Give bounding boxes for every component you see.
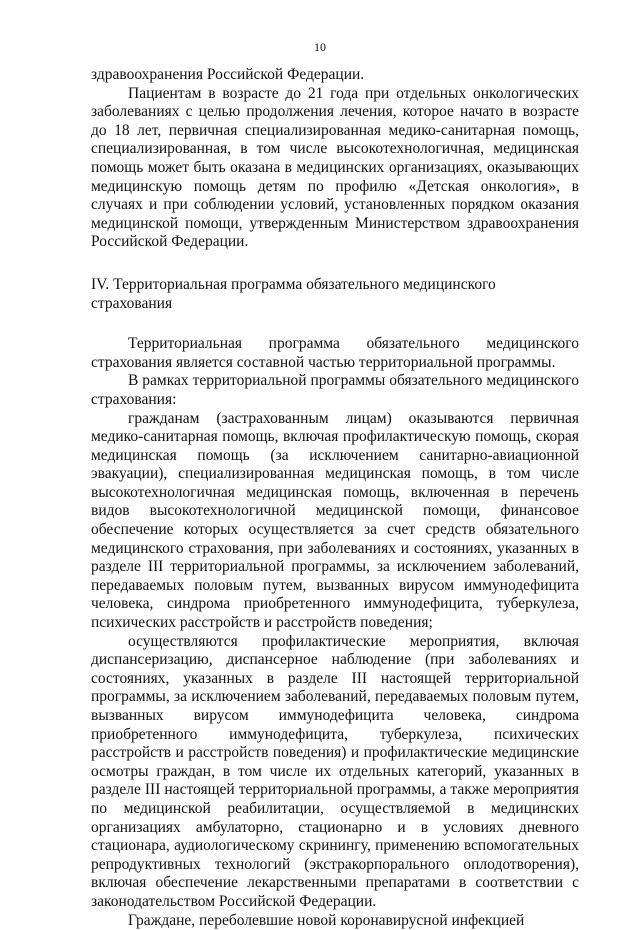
page-number: 10 bbox=[314, 40, 326, 54]
paragraph-covid: Граждане, переболевшие новой коронавирусной инфекцией bbox=[128, 911, 525, 929]
paragraph-citizens: гражданам (застрахованным лицам) оказываются первичная медико-санитарная помощь, включая профилактическую помощь, скорая медицинская помощь (за исключением санитарно-авиационной эвакуации), специализированная медицинская помощь, в том числе высокотехнологичная медицинская помощь, включенная в перечень видов высокотехнологичной медицинской помощи, финансовое обеспечение которых осуществляется за счет средств обязательного медицинского страхования, при заболеваниях и состояниях, указанных в разделе III территориальной программы, за исключением заболеваний, передаваемых половым путем, вызванных вирусом иммунодефицита человека, синдрома приобретенного иммунодефицита, туберкулеза, психических расстройств и расстройств поведения; bbox=[91, 409, 579, 632]
section-heading: IV. Территориальная программа обязательного медицинского страхования bbox=[91, 275, 496, 312]
document-body bbox=[91, 66, 579, 930]
paragraph-oncology: Пациентам в возрасте до 21 года при отдельных онкологических заболеваниях с целью продолжения лечения, которое начато в возрасте до 18 лет, первичная специализированная медико-санитарная помощь, специализированная, в том числе высокотехнологичная, медицинская помощь может быть оказана в медицинских организациях, оказывающих медицинскую помощь детям по профилю «Детская онкология», в случаях и при соблюдении условий, установленных порядком оказания медицинской помощи, утвержденным Министерством здравоохранения Российской Федерации. bbox=[91, 84, 579, 251]
paragraph-program-part: Территориальная программа обязательного медицинского страхования является составной частью территориальной программы. bbox=[91, 335, 579, 371]
paragraph-preventive: осуществляются профилактические мероприятия, включая диспансеризацию, диспансерное наблюдение (при заболеваниях и состояниях, указанных в разделе III настоящей территориальной программы, за исключением заболеваний, передаваемых половым путем, вызванных вирусом иммунодефицита человека, синдрома приобретенного иммунодефицита, туберкулеза, психических расстройств и расстройств поведения) и профилактические медицинские осмотры граждан, в том числе их отдельных категорий, указанных в разделе III настоящей территориальной программы, а также мероприятия по медицинской реабилитации, осуществляемой в медицинских организациях амбулаторно, стационарно и в условиях дневного стационара, аудиологическому скринингу, применению вспомогательных репродуктивных технологий (экстракорпорального оплодотворения), включая обеспечение лекарственными препаратами в соответствии с законодательством Российской Федерации. bbox=[91, 632, 579, 910]
paragraph-within-program: В рамках территориальной программы обязательного медицинского страхования: bbox=[91, 372, 579, 408]
paragraph-continuation: здравоохранения Российской Федерации. bbox=[91, 66, 365, 83]
